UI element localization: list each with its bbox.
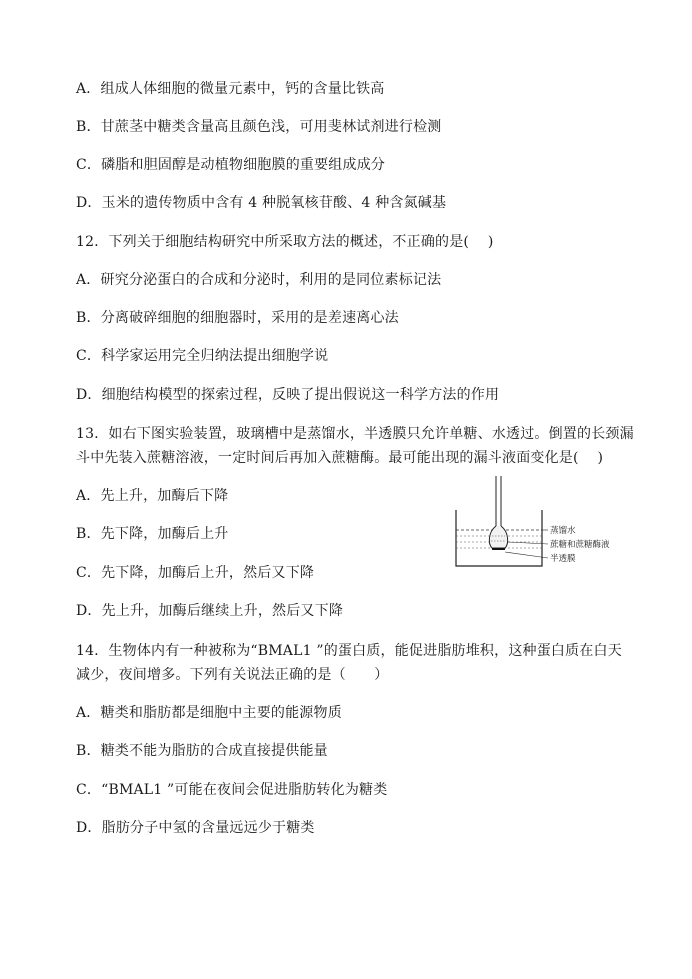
q13-option-d: D．先上升，加酶后继续上升，然后又下降 bbox=[76, 603, 344, 619]
q11-option-d: D．玉米的遗传物质中含有 4 种脱氧核苷酸、4 种含氮碱基 bbox=[76, 195, 447, 211]
q14-option-c: C．“BMAL1 ”可能在夜间会促进脂肪转化为糖类 bbox=[76, 782, 388, 798]
q12-option-b: B．分离破碎细胞的细胞器时，采用的是差速离心法 bbox=[76, 310, 399, 326]
q11-option-c: C．磷脂和胆固醇是动植物细胞膜的重要组成成分 bbox=[76, 157, 386, 173]
funnel-bulb bbox=[489, 526, 507, 548]
q13-option-b: B．先下降，加酶后上升 bbox=[76, 526, 229, 542]
q13-stem-line1: 13．如右下图实验装置，玻璃槽中是蒸馏水，半透膜只允许单糖、水透过。倒置的长颈漏 bbox=[76, 426, 634, 442]
q12-option-a: A．研究分泌蛋白的合成和分泌时，利用的是同位素标记法 bbox=[76, 272, 442, 288]
osmosis-apparatus-diagram bbox=[452, 474, 632, 574]
q11-option-b: B．甘蔗茎中糖类含量高且颜色浅，可用斐林试剂进行检测 bbox=[76, 119, 442, 135]
label-semipermeable-membrane: 半透膜 bbox=[550, 554, 576, 564]
q13-option-c: C．先下降，加酶后上升，然后又下降 bbox=[76, 565, 315, 581]
q13-stem-line2: 斗中先装入蔗糖溶液，一定时间后再加入蔗糖酶。最可能出现的漏斗液面变化是( ) bbox=[76, 450, 604, 466]
q14-option-a: A．糖类和脂肪都是细胞中主要的能源物质 bbox=[76, 705, 342, 721]
q13-option-a: A．先上升，加酶后下降 bbox=[76, 488, 229, 504]
label-distilled-water: 蒸馏水 bbox=[550, 526, 576, 536]
q14-stem-line1: 14．生物体内有一种被称为“BMAL1 ”的蛋白质，能促进脂肪堆积，这种蛋白质在白天 bbox=[76, 643, 622, 659]
label-sucrose-enzyme: 蔗糖和蔗糖酶液 bbox=[550, 540, 610, 550]
q12-option-c: C．科学家运用完全归纳法提出细胞学说 bbox=[76, 348, 329, 364]
q14-stem-line2: 减少，夜间增多。下列有关说法正确的是（ ） bbox=[76, 667, 389, 683]
q14-option-d: D．脂肪分子中氢的含量远远少于糖类 bbox=[76, 820, 315, 836]
q14-option-b: B．糖类不能为脂肪的合成直接提供能量 bbox=[76, 743, 328, 759]
q11-option-a: A．组成人体细胞的微量元素中，钙的含量比铁高 bbox=[76, 81, 385, 97]
q12-option-d: D．细胞结构模型的探索过程，反映了提出假说这一科学方法的作用 bbox=[76, 387, 500, 403]
q12-stem: 12．下列关于细胞结构研究中所采取方法的概述，不正确的是( ) bbox=[76, 234, 494, 250]
